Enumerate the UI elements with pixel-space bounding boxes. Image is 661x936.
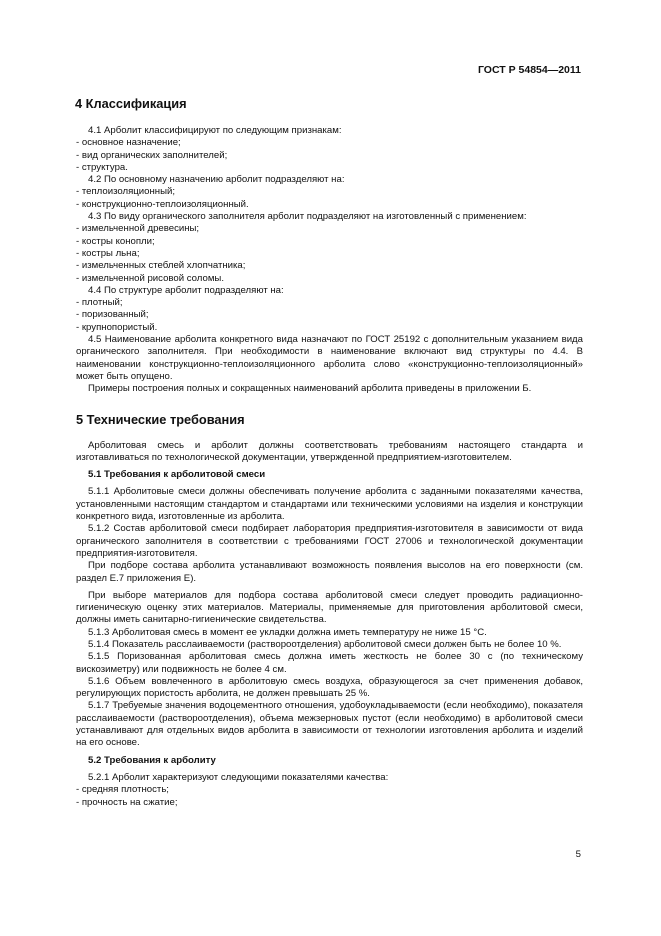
section-4-line: - основное назначение; [76, 137, 181, 149]
section-4-line: 4.2 По основному назначению арболит подразделяют на: [88, 174, 345, 186]
section-4-examples-note: Примеры построения полных и сокращенных наименований арболита приведены в приложении Б. [88, 383, 532, 395]
section-4-line: - конструкционно-теплоизоляционный. [76, 198, 249, 210]
section-4-line: - костры конопли; [76, 235, 155, 247]
paragraph-5-1-1: 5.1.1 Арболитовые смеси должны обеспечивать получение арболита с заданными показателями качества, установленными настоящим стандартом и стандартами или техническими условиями на изделия и конструкции конкретного вида, изготовленные из арболита. [76, 486, 583, 523]
section-4-line: - плотный; [76, 297, 123, 309]
section-4-line: - измельченной древесины; [76, 223, 200, 235]
section-5-intro: Арболитовая смесь и арболит должны соответствовать требованиям настоящего стандарта и изготавливаться по технологической документации, утвержденной предприятием-изготовителем. [76, 439, 583, 463]
section-4-list [76, 125, 583, 396]
section-5-title: 5 Технические требования [76, 411, 245, 427]
section-4-title: 4 Классификация [75, 96, 187, 111]
section-4-line: - вид органических заполнителей; [76, 149, 228, 161]
paragraph-5-1-7: 5.1.7 Требуемые значения водоцементного отношения, удобоукладываемости (если необходимо), показателя расслаиваемости (раствороотделения), объема межзерновых пустот (если необходимо) в арболитовой смеси устанавливают для отдельных видов арболита в зависимости от технологии изготовления арболита и изделий на его основе. [76, 700, 583, 749]
section-4-line: - теплоизоляционный; [76, 186, 175, 198]
paragraph-5-1-2-radiation: При выборе материалов для подбора состава арболитовой смеси следует проводить радиационно-гигиеническую оценку этих материалов. Материалы, применяемые для приготовления арболитовой смеси, должны иметь санитарно-гигиенические свидетельства. [76, 589, 583, 626]
subsection-5-2-body [76, 772, 583, 809]
section-4-line: 4.3 По виду органического заполнителя арболит подразделяют на изготовленный с применением: [88, 211, 527, 223]
paragraph-5-1-2-efflorescence: При подборе состава арболита устанавливают возможность появления высолов на его поверхности (см. раздел Е.7 приложения Е). [76, 560, 583, 584]
section-4-line: - костры льна; [76, 247, 140, 259]
paragraph-5-1-6: 5.1.6 Объем вовлеченного в арболитовую смесь воздуха, образующегося за счет применения добавок, регулирующих пористость арболита, не должен превышать 25 %. [76, 675, 583, 700]
section-4-line: 4.4 По структуре арболит подразделяют на: [88, 284, 284, 296]
paragraph-5-1-3: 5.1.3 Арболитовая смесь в момент ее укладки должна иметь температуру не ниже 15 °С. [88, 626, 487, 638]
paragraph-5-1-5: 5.1.5 Поризованная арболитовая смесь должна иметь жесткость не более 30 с (по техническому вискозиметру) или подвижность не более 4 см. [76, 651, 583, 675]
paragraph-5-1-2: 5.1.2 Состав арболитовой смеси подбирает лаборатория предприятия-изготовителя в зависимости от вида органического заполнителя в соответствии с требованиями ГОСТ 27006 и технологической документации предприятия-изготовителя. [76, 523, 583, 559]
list-item: - прочность на сжатие; [76, 796, 178, 808]
section-4-line: - измельченных стеблей хлопчатника; [76, 260, 246, 272]
section-4-line: 4.1 Арболит классифицируют по следующим признакам: [88, 125, 342, 136]
section-4-5-paragraph: 4.5 Наименование арболита конкретного вида назначают по ГОСТ 25192 с дополнительным указанием вида органического заполнителя. При необходимости в наименование включают вид структуры по 4.4. В наименовании конструкционно-теплоизоляционного арболита слово «конструкционно-теплоизоляционный» может быть опущено. [76, 334, 583, 382]
section-4-line: - измельченной рисовой соломы. [76, 272, 224, 284]
section-4-line: - крупнопористый. [76, 321, 158, 333]
subsection-5-2-title: 5.2 Требования к арболиту [88, 754, 216, 766]
paragraph-5-1-4: 5.1.4 Показатель расслаиваемости (раствороотделения) арболитовой смеси должен быть не более 10 %. [88, 638, 562, 650]
subsection-5-1-title: 5.1 Требования к арболитовой смеси [88, 469, 266, 481]
page-number: 5 [575, 849, 581, 860]
paragraph-5-2-1: 5.2.1 Арболит характеризуют следующими показателями качества: [88, 771, 389, 783]
subsection-5-1-body [76, 486, 583, 749]
section-4-line: - поризованный; [76, 309, 149, 321]
list-item: - средняя плотность; [76, 784, 169, 796]
page-content [76, 96, 583, 809]
document-id: ГОСТ Р 54854—2011 [477, 64, 581, 76]
section-4-line: - структура. [76, 161, 128, 173]
